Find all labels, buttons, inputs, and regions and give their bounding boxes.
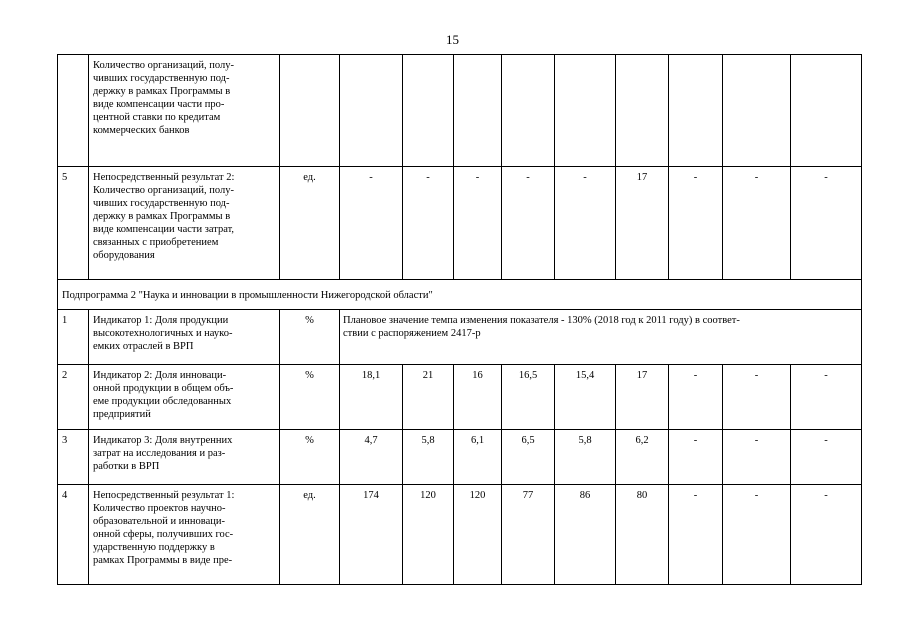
description-line: центной ставки по кредитам <box>93 112 221 123</box>
description-line: связанных с приобретением <box>93 237 219 248</box>
indicator-description <box>89 430 280 485</box>
value-cell: 21 <box>403 365 454 430</box>
value-cell <box>403 55 454 167</box>
value-cell: - <box>340 167 403 280</box>
description-line: Индикатор 1: Доля продукции <box>93 315 229 326</box>
value-cell: 6,5 <box>502 430 555 485</box>
description-line: чивших государственную под- <box>93 73 230 84</box>
value-cell: 17 <box>616 167 669 280</box>
note-line: Плановое значение темпа изменения показателя - 130% (2018 год к 2011 году) в соответ- <box>343 315 740 326</box>
unit-cell: % <box>280 365 340 430</box>
value-cell: 77 <box>502 485 555 585</box>
description-line: емких отраслей в ВРП <box>93 341 194 352</box>
table-row <box>58 280 862 310</box>
description-line: затрат на исследования и раз- <box>93 448 226 459</box>
value-cell <box>616 55 669 167</box>
value-cell: 120 <box>454 485 502 585</box>
value-cell: 17 <box>616 365 669 430</box>
planned-value-note <box>340 310 862 365</box>
value-cell: - <box>791 485 862 585</box>
value-cell <box>454 55 502 167</box>
page-number: 15 <box>446 32 459 47</box>
description-line: образовательной и инноваци- <box>93 516 226 527</box>
indicator-description <box>89 310 280 365</box>
description-line: онной продукции в общем объ- <box>93 383 234 394</box>
description-line: виде компенсации части про- <box>93 99 225 110</box>
value-cell: - <box>669 485 723 585</box>
value-cell: 16,5 <box>502 365 555 430</box>
row-number: 1 <box>58 310 89 365</box>
description-line: ударственную поддержку в <box>93 542 215 553</box>
value-cell: 4,7 <box>340 430 403 485</box>
description-line: Индикатор 3: Доля внутренних <box>93 435 233 446</box>
table-row <box>58 365 862 430</box>
description-line: Непосредственный результат 2: <box>93 172 235 183</box>
value-cell: - <box>791 365 862 430</box>
table-row <box>58 485 862 585</box>
value-cell: - <box>723 167 791 280</box>
row-number: 2 <box>58 365 89 430</box>
subprogram-header: Подпрограмма 2 "Наука и инновации в промышленности Нижегородской области" <box>58 280 862 310</box>
description-line: Количество проектов научно- <box>93 503 226 514</box>
unit-cell: ед. <box>280 167 340 280</box>
value-cell: - <box>723 430 791 485</box>
indicator-description <box>89 55 280 167</box>
value-cell: 86 <box>555 485 616 585</box>
description-line: держку в рамках Программы в <box>93 86 231 97</box>
value-cell <box>669 55 723 167</box>
value-cell: - <box>791 430 862 485</box>
description-line: Индикатор 2: Доля инноваци- <box>93 370 227 381</box>
row-number: 3 <box>58 430 89 485</box>
value-cell: - <box>669 365 723 430</box>
value-cell: 5,8 <box>403 430 454 485</box>
value-cell: 120 <box>403 485 454 585</box>
description-line: онной сферы, получивших гос- <box>93 529 234 540</box>
description-line: высокотехнологичных и науко- <box>93 328 233 339</box>
table-row <box>58 430 862 485</box>
description-line: работки в ВРП <box>93 461 160 472</box>
indicator-description <box>89 485 280 585</box>
indicator-description <box>89 167 280 280</box>
value-cell: - <box>723 485 791 585</box>
indicators-table <box>57 54 862 585</box>
description-line: еме продукции обследованных <box>93 396 232 407</box>
value-cell: - <box>791 167 862 280</box>
value-cell: 16 <box>454 365 502 430</box>
unit-cell: ед. <box>280 485 340 585</box>
description-line: рамках Программы в виде пре- <box>93 555 233 566</box>
value-cell: 174 <box>340 485 403 585</box>
value-cell: - <box>454 167 502 280</box>
table-row <box>58 55 862 167</box>
value-cell <box>502 55 555 167</box>
value-cell: 18,1 <box>340 365 403 430</box>
description-line: виде компенсации части затрат, <box>93 224 235 235</box>
row-number <box>58 55 89 167</box>
row-number: 4 <box>58 485 89 585</box>
value-cell: 6,1 <box>454 430 502 485</box>
value-cell: - <box>723 365 791 430</box>
unit-cell: % <box>280 310 340 365</box>
value-cell: 6,2 <box>616 430 669 485</box>
description-line: Количество организаций, полу- <box>93 185 235 196</box>
value-cell: - <box>669 430 723 485</box>
value-cell: 15,4 <box>555 365 616 430</box>
description-line: предприятий <box>93 409 151 420</box>
unit-cell <box>280 55 340 167</box>
description-line: Непосредственный результат 1: <box>93 490 235 501</box>
value-cell: - <box>502 167 555 280</box>
indicator-description <box>89 365 280 430</box>
description-line: чивших государственную под- <box>93 198 230 209</box>
value-cell <box>340 55 403 167</box>
value-cell: - <box>555 167 616 280</box>
description-line: Количество организаций, полу- <box>93 60 235 71</box>
value-cell: - <box>403 167 454 280</box>
value-cell: - <box>669 167 723 280</box>
description-line: оборудования <box>93 250 155 261</box>
row-number: 5 <box>58 167 89 280</box>
note-line: ствии с распоряжением 2417-р <box>343 328 481 339</box>
value-cell: 80 <box>616 485 669 585</box>
description-line: коммерческих банков <box>93 125 190 136</box>
value-cell <box>723 55 791 167</box>
value-cell: 5,8 <box>555 430 616 485</box>
unit-cell: % <box>280 430 340 485</box>
description-line: держку в рамках Программы в <box>93 211 231 222</box>
table-row <box>58 310 862 365</box>
table-row <box>58 167 862 280</box>
value-cell <box>791 55 862 167</box>
value-cell <box>555 55 616 167</box>
